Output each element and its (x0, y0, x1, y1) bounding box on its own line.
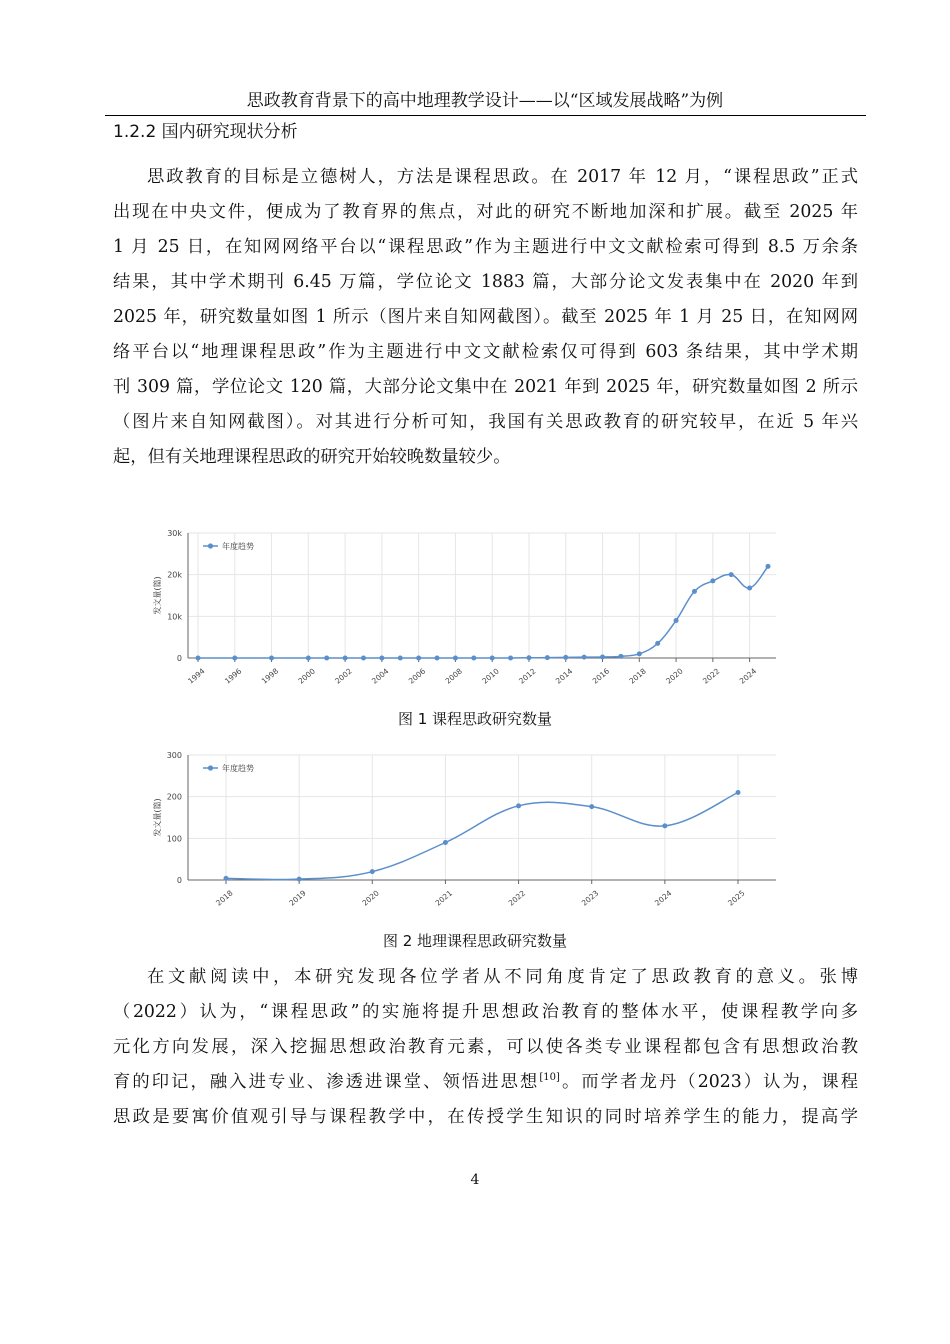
data-point (563, 655, 568, 660)
paragraph-line: 络平台以“地理课程思政”作为主题进行中文文献检索仅可得到 603 条结果，其中学术期 (113, 342, 858, 362)
x-tick-label: 2022 (506, 888, 528, 908)
paragraph-line: 出现在中央文件，便成为了教育界的焦点，对此的研究不断地加深和扩展。截至 2025 年 (113, 202, 858, 222)
paragraph-2 (113, 960, 858, 1135)
x-tick-label: 2021 (433, 888, 455, 908)
data-point (662, 823, 667, 828)
y-tick-label: 30k (167, 529, 182, 538)
running-header: 思政教育背景下的高中地理教学设计——以“区域发展战略”为例 (246, 91, 724, 111)
data-point (224, 876, 229, 881)
header-rule (105, 115, 866, 116)
paragraph-line: 结果，其中学术期刊 6.45 万篇，学位论文 1883 篇，大部分论文发表集中在 2020 年到 (113, 272, 858, 292)
data-point (490, 656, 495, 661)
x-tick-label: 1994 (186, 666, 207, 686)
paragraph-line: （2022）认为，“课程思政”的实施将提升思想政治教育的整体水平，使课程教学向多 (113, 1002, 858, 1022)
x-tick-label: 2023 (579, 888, 601, 908)
x-tick-label: 2002 (333, 666, 354, 686)
data-point (435, 656, 440, 661)
data-point (398, 656, 403, 661)
data-point (516, 803, 521, 808)
paragraph-line: （图片来自知网截图）。对其进行分析可知，我国有关思政教育的研究较早，在近 5 年兴 (113, 412, 858, 432)
data-point (370, 869, 375, 874)
x-tick-label: 2022 (701, 666, 722, 686)
line-text: 育的印记，融入进专业、渗透进课堂、领悟进思想 (113, 1072, 540, 1092)
data-point (618, 654, 623, 659)
x-tick-label: 2024 (653, 888, 674, 908)
x-tick-label: 2020 (360, 888, 381, 908)
figure-2-caption: 图 2 地理课程思政研究数量 (382, 932, 568, 950)
data-point (545, 655, 550, 660)
x-tick-label: 2019 (287, 888, 308, 908)
y-tick-label: 0 (176, 876, 182, 885)
paragraph-1 (113, 160, 858, 475)
paragraph-line: 思政是要寓价值观引导与课程教学中，在传授学生知识的同时培养学生的能力，提高学 (113, 1107, 858, 1127)
page-number: 4 (470, 1172, 480, 1188)
figure-2-chart (148, 743, 788, 921)
data-point (747, 586, 752, 591)
data-point (710, 578, 715, 583)
data-point (453, 656, 458, 661)
data-point (600, 654, 605, 659)
legend-marker (208, 543, 213, 548)
data-point (674, 618, 679, 623)
data-point (655, 641, 660, 646)
figure-1-chart (148, 521, 788, 699)
y-tick-label: 0 (176, 654, 182, 663)
x-tick-label: 2004 (370, 666, 391, 686)
x-tick-label: 2018 (627, 666, 648, 686)
x-tick-label: 2020 (664, 666, 685, 686)
x-tick-label: 2025 (726, 888, 747, 908)
x-tick-label: 1996 (222, 666, 244, 686)
data-point (443, 840, 448, 845)
data-point (637, 651, 642, 656)
x-tick-label: 2000 (296, 666, 317, 686)
paragraph-line: 在文献阅读中，本研究发现各位学者从不同角度肯定了思政教育的意义。张博 (147, 967, 858, 987)
x-tick-label: 2018 (214, 888, 235, 908)
data-point (729, 572, 734, 577)
y-tick-label: 200 (166, 792, 182, 802)
x-tick-label: 2014 (553, 666, 575, 686)
x-tick-label: 2006 (406, 666, 428, 686)
data-point (196, 656, 201, 661)
line-text: 。而学者龙丹（2023）认为，课程 (559, 1072, 858, 1092)
paragraph-line: 元化方向发展，深入挖掘思想政治教育元素，可以使各类专业课程都包含有思想政治教 (113, 1037, 858, 1057)
data-point (526, 655, 531, 660)
data-point (269, 656, 274, 661)
data-point (343, 656, 348, 661)
data-point (379, 656, 384, 661)
x-tick-label: 2008 (443, 666, 465, 686)
legend-label: 年度趋势 (222, 764, 254, 773)
series-line (198, 566, 768, 658)
data-point (232, 656, 237, 661)
x-tick-label: 2024 (737, 666, 759, 686)
data-point (324, 656, 329, 661)
chart-1-svg (148, 521, 788, 699)
legend-marker (208, 765, 213, 770)
legend-label: 年度趋势 (222, 542, 254, 551)
data-point (736, 790, 741, 795)
data-point (766, 564, 771, 569)
y-tick-label: 10k (167, 612, 182, 622)
data-point (508, 656, 513, 661)
data-point (297, 877, 302, 882)
x-tick-label: 2012 (517, 666, 538, 686)
paragraph-line: 刊 309 篇，学位论文 120 篇，大部分论文集中在 2021 年到 2025 年，研究数量如图 2 所示 (113, 377, 858, 397)
y-tick-label: 300 (166, 751, 182, 760)
data-point (306, 656, 311, 661)
series-line (226, 793, 738, 880)
data-point (471, 656, 476, 661)
y-axis-label: 发文量(篇) (153, 576, 162, 615)
paragraph-line: 2025 年，研究数量如图 1 所示（图片来自知网截图）。截至 2025 年 1 月 25 日，在知网网 (113, 307, 858, 327)
chart-2-svg (148, 743, 788, 921)
section-heading: 1.2.2 国内研究现状分析 (113, 122, 298, 142)
y-tick-label: 100 (166, 834, 182, 844)
data-point (416, 656, 421, 661)
y-tick-label: 20k (167, 570, 182, 580)
paragraph-line: 起，但有关地理课程思政的研究开始较晚数量较少。 (113, 447, 511, 467)
paragraph-line (113, 1065, 858, 1100)
data-point (582, 655, 587, 660)
data-point (692, 589, 697, 594)
y-axis-label: 发文量(篇) (153, 798, 162, 837)
paragraph-line: 1 月 25 日，在知网网络平台以“课程思政”作为主题进行中文文献检索可得到 8.5 万余条 (113, 237, 858, 257)
citation-marker: [10] (539, 1072, 560, 1084)
data-point (589, 804, 594, 809)
x-tick-label: 1998 (259, 666, 281, 686)
x-tick-label: 2016 (590, 666, 612, 686)
figure-1-caption: 图 1 课程思政研究数量 (397, 710, 553, 728)
x-tick-label: 2010 (480, 666, 501, 686)
paragraph-line: 思政教育的目标是立德树人，方法是课程思政。在 2017 年 12 月，“课程思政”正式 (147, 167, 858, 187)
data-point (361, 656, 366, 661)
